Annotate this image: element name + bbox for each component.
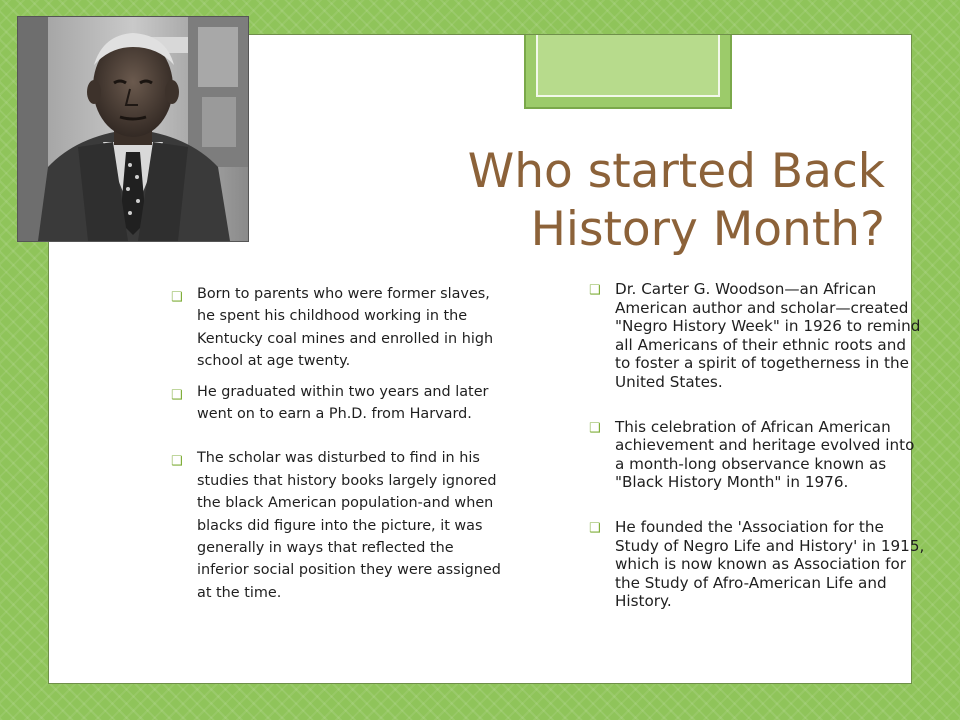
bullet-text: This celebration of African American achievement and heritage evolved into a month-long observance known as "Black History Month" in 1976. [615,417,915,492]
list-item [171,381,509,426]
bullet-text: Dr. Carter G. Woodson—an African American author and scholar—created "Negro History Week" in 1926 to remind all Americans of their ethnic roots and to foster a spirit of togetherness in the United States. [615,280,921,391]
bullet-text: Born to parents who were former slaves, he spent his childhood working in the Kentucky coal mines and enrolled in high school at age twenty. [197,286,494,370]
bullet-text: He graduated within two years and later went on to earn a Ph.D. from Harvard. [197,383,489,423]
checkbox-bullet-icon: ❑ [171,454,183,470]
decorative-tab-frame [524,35,732,109]
checkbox-bullet-icon: ❑ [171,387,183,403]
bullet-text: The scholar was disturbed to find in his studies that history books largely ignored the black American population-and when blacks did figure into the picture, it was generally in ways that reflected the inferior social position they were assigned at the time. [197,450,501,601]
list-item [171,283,509,373]
right-bullet-list [589,280,925,637]
list-item [589,280,925,392]
list-item [589,418,925,492]
slide-title: Who started Back History Month? [467,144,885,257]
bullet-text: He founded the 'Association for the Study of Negro Life and History' in 1915, which is now known as Association for the Study of Afro-American Life and History. [615,517,925,611]
decorative-tab-inner [536,35,720,97]
checkbox-bullet-icon: ❑ [171,290,183,305]
checkbox-bullet-icon: ❑ [589,283,601,298]
left-bullet-list [171,283,509,612]
list-item [589,518,925,611]
checkbox-bullet-icon: ❑ [589,520,601,536]
checkbox-bullet-icon: ❑ [589,420,601,436]
portrait-illustration [18,17,248,241]
portrait-photo [17,16,249,242]
list-item [171,447,509,604]
